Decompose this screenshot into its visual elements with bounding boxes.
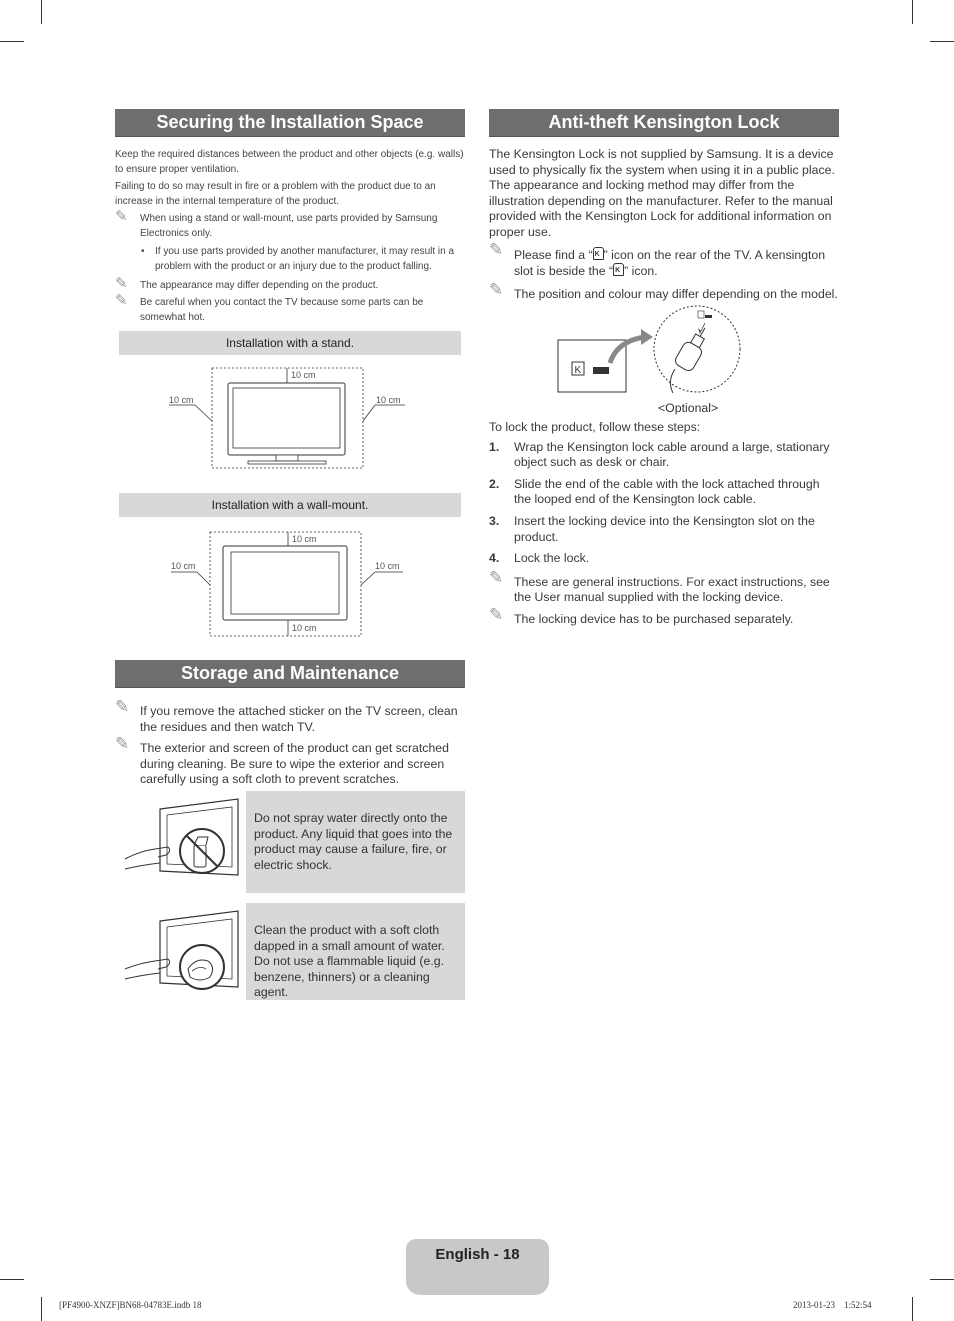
stand-caption: Installation with a stand. <box>119 331 461 355</box>
no-spray-illustration <box>120 791 245 891</box>
crop-mark <box>930 41 954 42</box>
distance-line <box>195 405 212 421</box>
note-item <box>489 604 839 628</box>
crop-mark <box>930 1279 954 1280</box>
note-item <box>489 239 839 280</box>
top-distance-label: 10 cm <box>292 534 317 544</box>
pencil-note-icon: ✎ <box>489 239 504 260</box>
pencil-note-icon: ✎ <box>115 734 130 755</box>
pencil-note-icon: ✎ <box>489 604 504 625</box>
file-info: [PF4900-XNZF]BN68-04783E.indb 18 <box>59 1300 202 1310</box>
pencil-note-icon: ✎ <box>115 291 128 309</box>
note-item <box>115 734 465 788</box>
step-item <box>489 477 839 508</box>
optional-label: <Optional> <box>658 401 719 415</box>
step-text: Lock the lock. <box>514 551 590 566</box>
pencil-note-icon: ✎ <box>115 697 130 717</box>
cleaning-instruction-text: Clean the product with a soft cloth dapped in a small amount of water. Do not use a flammable liquid (e.g. benzene, thinners) or a cleaning agent. <box>246 903 465 1000</box>
securing-title: Securing the Installation Space <box>115 109 465 137</box>
bullet-item <box>115 244 465 274</box>
step-text: Wrap the Kensington lock cable around a large, stationary object such as desk or chair. <box>514 439 830 470</box>
wall-mount-diagram <box>155 529 425 639</box>
kensington-text <box>489 147 839 302</box>
stand-diagram <box>155 363 425 473</box>
crop-mark <box>41 1297 42 1321</box>
left-distance-label: 10 cm <box>171 561 196 571</box>
pencil-note-icon: ✎ <box>115 274 128 292</box>
note-item <box>115 274 465 293</box>
distance-line <box>197 572 210 585</box>
print-timestamp: 2013-01-23 1:52:54 <box>793 1300 872 1310</box>
step-number: 2. <box>489 476 500 491</box>
left-column <box>115 109 465 1000</box>
top-distance-label: 10 cm <box>291 370 316 380</box>
bottom-distance-label: 10 cm <box>292 623 317 633</box>
right-distance-label: 10 cm <box>375 561 400 571</box>
distance-line <box>361 572 375 585</box>
crop-mark <box>912 1297 913 1321</box>
right-column <box>489 109 839 626</box>
crop-mark <box>41 0 42 24</box>
kensington-lock-illustration <box>555 301 745 401</box>
step-number: 4. <box>489 551 500 566</box>
soft-cloth-illustration <box>120 907 245 1002</box>
left-distance-label: 10 cm <box>169 395 194 405</box>
pencil-note-icon: ✎ <box>489 567 504 588</box>
tv-screen <box>233 388 340 448</box>
note-text: If you remove the attached sticker on the TV screen, clean the residues and then watch TV. <box>140 704 458 734</box>
wall-caption: Installation with a wall-mount. <box>119 493 461 517</box>
page-number-tab: English - 18 <box>406 1239 549 1295</box>
right-distance-label: 10 cm <box>376 395 401 405</box>
note-text: The appearance may differ depending on the product. <box>140 280 379 291</box>
pencil-note-icon: ✎ <box>489 279 504 300</box>
note-text-part: ” icon. <box>624 264 658 279</box>
tv-rear-panel <box>558 340 626 392</box>
storage-title: Storage and Maintenance <box>115 660 465 688</box>
lock-steps <box>489 420 839 630</box>
securing-para1: Keep the required distances between the product and other objects (e.g. walls) to ensure proper ventilation. <box>115 149 464 175</box>
note-item <box>115 291 465 325</box>
cleaning-warning-text: Do not spray water directly onto the product. Any liquid that goes into the product may cause a failure, fire, or electric shock. <box>246 791 465 893</box>
tv-screen <box>231 552 339 614</box>
kensington-lock-icon: K <box>613 263 624 276</box>
kensington-lock-icon: K <box>593 247 604 260</box>
cleaning-warning-spray <box>115 791 465 893</box>
kensington-symbol-letter: K <box>574 365 582 376</box>
note-item <box>489 567 839 606</box>
cleaning-instruction-cloth <box>115 903 465 1000</box>
crop-mark <box>0 1279 24 1280</box>
note-item <box>115 207 465 241</box>
note-text: When using a stand or wall-mount, use parts provided by Samsung Electronics only. <box>140 213 438 239</box>
tv-stand-base <box>248 461 326 464</box>
step-number: 3. <box>489 513 500 528</box>
bullet-text: If you use parts provided by another manufacturer, it may result in a problem with the product or an injury due to the product falling. <box>155 246 455 272</box>
note-text-part: Please find a “ <box>514 247 593 262</box>
kensington-slot <box>593 367 609 374</box>
note-text: The position and colour may differ depending on the model. <box>514 286 838 301</box>
step-text: Slide the end of the cable with the lock attached through the looped end of the Kensington lock cable. <box>514 476 820 507</box>
tv-neck <box>276 455 298 461</box>
crop-mark <box>912 0 913 24</box>
distance-line <box>363 405 375 421</box>
securing-para2: Failing to do so may result in fire or a problem with the product due to an increase in the internal temperature of the product. <box>115 181 436 207</box>
securing-text <box>115 147 465 325</box>
kensington-title: Anti-theft Kensington Lock <box>489 109 839 137</box>
note-text: The exterior and screen of the product can get scratched during cleaning. Be sure to wipe the exterior and screen carefully using a soft cloth to prevent scratches. <box>140 741 449 787</box>
kensington-intro: The Kensington Lock is not supplied by Samsung. It is a device used to physically fix the system when using it in a public place. The appearance and locking method may differ from the illustration depending on the manufacturer. Refer to the manual provided with the Kensington Lock for additional information on proper use. <box>489 147 835 239</box>
note-text: The locking device has to be purchased separately. <box>514 611 794 626</box>
step-item <box>489 514 839 545</box>
crop-mark <box>0 41 24 42</box>
step-text: Insert the locking device into the Kensington slot on the product. <box>514 513 815 544</box>
steps-intro: To lock the product, follow these steps: <box>489 420 701 434</box>
step-item <box>489 551 839 567</box>
storage-notes <box>115 697 465 790</box>
bullet-icon: • <box>141 246 145 257</box>
step-number: 1. <box>489 439 500 454</box>
note-text-part: ” icon on the rear of the TV. A kensington slot is beside the “ <box>514 247 826 279</box>
step-item <box>489 440 839 471</box>
note-item <box>489 279 839 303</box>
note-text: Be careful when you contact the TV because some parts can be somewhat hot. <box>140 297 424 323</box>
pencil-note-icon: ✎ <box>115 207 128 225</box>
note-item <box>115 697 465 735</box>
arrow-icon <box>641 329 653 345</box>
note-text: These are general instructions. For exact instructions, see the User manual supplied with the locking device. <box>514 574 830 605</box>
